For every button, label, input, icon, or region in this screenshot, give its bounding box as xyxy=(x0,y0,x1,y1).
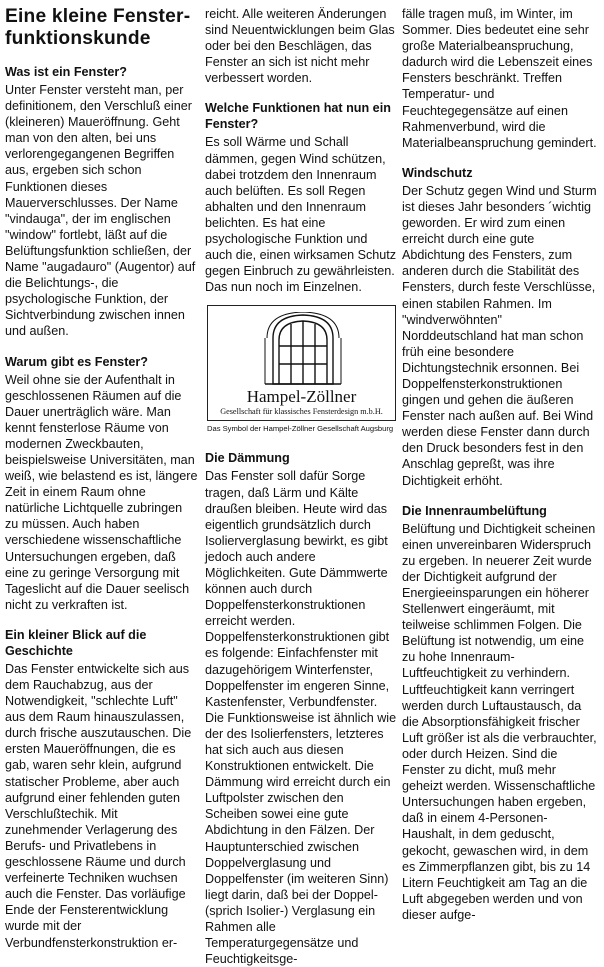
heading-was-ist-ein-fenster: Was ist ein Fenster? xyxy=(5,65,128,79)
title-line-1: Eine kleine Fenster- xyxy=(5,6,191,27)
column-right xyxy=(402,0,598,922)
heading-innenraumbelueftung: Die Innenraumbelüftung xyxy=(402,503,547,518)
paragraph-history-continued: reicht. Alle weiteren Änderungen sind Neuentwicklungen beim Glas oder bei den Beschlägen, das Fenster an sich ist nicht mehr verbessert worden. xyxy=(205,7,395,86)
column-middle xyxy=(205,0,398,967)
heading-geschichte: Ein kleiner Blick auf die Geschichte xyxy=(5,627,147,658)
logo-subtitle: Gesellschaft für klassisches Fensterdesign m.b.H. xyxy=(220,407,383,417)
logo-caption: Das Symbol der Hampel-Zöllner Gesellschaft Augsburg xyxy=(207,424,394,434)
heading-windschutz: Windschutz xyxy=(402,165,473,180)
paragraph-insulation: Das Fenster soll dafür Sorge tragen, daß Lärm und Kälte draußen bleiben. Heute wird das eigentlich grundsätzlich durch Isolierverglasung bewirkt, es gibt jedoch auch andere Möglichkeiten. Gute Dämmwerte können auch durch Doppelfensterkonstruktionen erreicht werden. Doppelfensterkonstruktionen gibt es folgende: Einfachfenster mit dazugehörigem Winterfenster, Doppelfenster im engeren Sinne, Kastenfenster, Verbundfenster. Die Funktionsweise ist ähnlich wie der des Isolierfensters, letzteres hat sich auch aus diesen Konstruktionen entwickelt. Die Dämmung wird erreicht durch ein Luftpolster zwischen den Scheiben sowei eine gute Abdichtung in den Fälzen. Der Hauptunterschied zwischen Doppelverglasung und Doppelfenster (im weiteren Sinn) liegt darin, daß bei der Doppel- (sprich Isolier-) Verglasung ein Rahmen alle Temperaturgegensätze und Feuchtigkeitsge- xyxy=(205,469,397,967)
paragraph-why: Weil ohne sie der Aufenthalt in geschlossenen Räumen auf die Dauer unerträglich wäre. Man kennt fensterlose Räume von modernen Zweckbauten, beispielsweise Universitäten, man weiß, wie belastend es ist, längere Zeit in einem Raum ohne natürliche Lichtquelle zubringen zu müssen. Auch haben verschiedene wissenschaftliche Untersuchungen ergeben, daß eine zu geringe Versorgung mit Tageslicht auf die Dauer seelisch nicht zu verkraften ist. xyxy=(5,372,198,612)
window-emblem-icon xyxy=(263,312,343,386)
heading-warum-fenster: Warum gibt es Fenster? xyxy=(5,354,148,369)
paragraph-wind: Der Schutz gegen Wind und Sturm ist dieses Jahr besonders ´wichtig geworden. Er wird zum einen erreicht durch eine gute Abdichtung des Fensters, zum anderen durch die Stabilität des Fensters, durch feste Verschlüsse, einen stabilen Rahmen. Im "windverwöhnten" Norddeutschland hat man schon früh eine besondere Dichtungstechnik ersonnen. Bei Doppelfensterkonstruktionen gingen und gehen die äußeren Fenster nach außen auf. Bei Wind werden diese Fenster dann durch den Druck besonders fest in den Anschlag gepreßt, was ihre Dichtigkeit erhöht. xyxy=(402,183,597,488)
paragraph-intro: Unter Fenster versteht man, per definitionem, den Verschluß einer (kleineren) Maueröffnung. Geht man von den alten, bei uns verlorengegangenen Begriffen aus, ergeben sich schon Funktionen dieses Mauerverschlusses. Der Name "vindauga", der im englischen "window" fortlebt, läßt auf die Belüftungsfunktion schließen, der Name "augadauro" (Augentor) auf die Belichtungs-, die psychologische Funktion, der Sichtverbindung zwischen innen und außen. xyxy=(5,83,196,339)
paragraph-insulation-continued: fälle tragen muß, im Winter, im Sommer. Dies bedeutet eine sehr große Materialbeanspruchung, dadurch wird die Lebenszeit eines Fensters beschränkt. Treffen Temperatur- und Feuchtegegensätze auf einen Rahmenverbund, wird die Materialbeanspruchung gemindert. xyxy=(402,7,597,150)
paragraph-functions: Es soll Wärme und Schall dämmen, gegen Wind schützen, dabei trotzdem den Innenraum auch belüften. Es soll Regen abhalten und den Innenraum belichten. Es hat eine psychologische Funktion und auch die, einen wirksamen Schutz gegen Einbruch zu gewährleisten. Das nun noch im Einzelnen. xyxy=(205,135,397,295)
paragraph-ventilation: Belüftung und Dichtigkeit scheinen einen unvereinbaren Widerspruch zu ergeben. In neuerer Zeit wurde der Dichtigkeit aufgrund der Energieeinsparungen ein höherer Stellenwert eingeräumt, mit teilweise schlimmen Folgen. Die Belüftung ist notwendig, um eine zu hohe Innenraum-Luftfeuchtigkeit zu verhindern. Luftfeuchtigkeit kann verringert werden durch Luftaustausch, da die Absorptionsfähigkeit frischer Luft größer ist als die verbrauchter, oder durch Heizen. Sind die Fenster zu dicht, muß mehr geheizt werden. Wissenschaftliche Untersuchungen haben ergeben, daß in einem 4-Personen-Haushalt, in dem geduscht, gekocht, gewaschen wird, in dem es Zimmerpflanzen gibt, bis zu 14 Litern Feuchtigkeit am Tag an die Luft abgegeben werden und von dieser aufge- xyxy=(402,521,597,922)
column-left xyxy=(5,0,198,950)
paragraph-history: Das Fenster entwickelte sich aus dem Rauchabzug, aus der Notwendigkeit, "schlechte Luft" aus dem Raum hinauszulassen, durch frische auszutauschen. Die ersten Maueröffnungen, die es gab, waren sehr klein, aufgrund statischer Probleme, aber auch aufgrund einer fehlenden guten Verschlußtechik. Mit zunehmender Verlagerung des Berufs- und Privatlebens in geschlossene Räume und durch verfeinerte Techniken wuchsen auch die Fenster. Das vorläufige Ende der Fensterentwicklung wurde mit der Verbundfensterkonstruktion er- xyxy=(5,661,192,950)
article-title xyxy=(5,6,198,50)
logo-name: Hampel-Zöllner xyxy=(246,387,357,407)
company-logo xyxy=(207,305,396,421)
heading-daemmung: Die Dämmung xyxy=(205,451,290,466)
title-line-2: funktionskunde xyxy=(5,28,151,49)
heading-funktionen: Welche Funktionen hat nun ein Fenster? xyxy=(205,101,391,132)
